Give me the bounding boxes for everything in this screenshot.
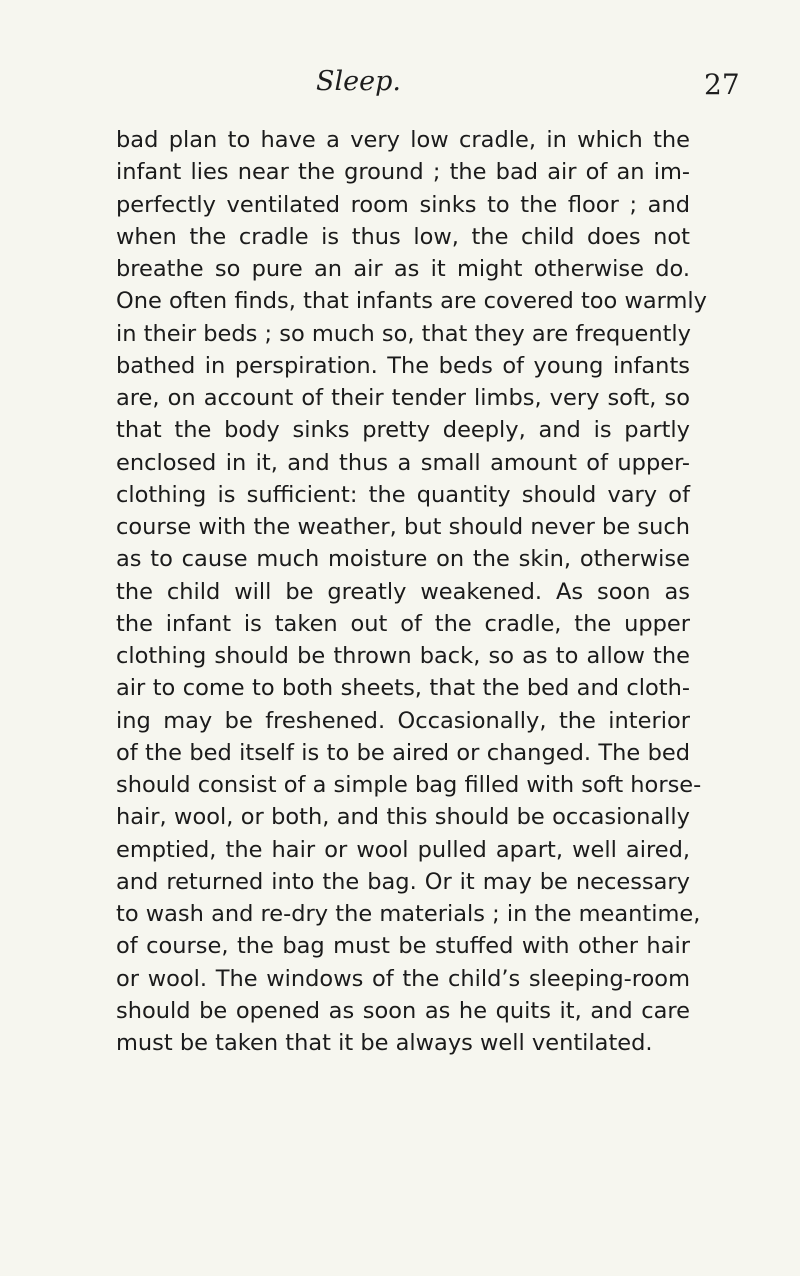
text-line: breathe so pure an air as it might otherwise do.: [116, 256, 690, 282]
running-head: [0, 60, 800, 100]
text-line: hair, wool, or both, and this should be occasionally: [116, 804, 690, 831]
text-line: should be opened as soon as he quits it, and care: [116, 997, 690, 1024]
text-line: in their beds ; so much so, that they are frequently: [116, 320, 691, 347]
text-line: the child will be greatly weakened. As soon as: [116, 578, 690, 605]
text-line: when the cradle is thus low, the child does not: [116, 223, 690, 250]
text-line: or wool. The windows of the child’s sleeping-room: [116, 965, 690, 992]
text-line: One often finds, that infants are covered too warmly: [116, 288, 707, 315]
text-line: emptied, the hair or wool pulled apart, well aired,: [116, 836, 690, 863]
text-line: to wash and re-dry the materials ; in the meantime,: [116, 901, 701, 927]
text-line: the infant is taken out of the cradle, the upper: [116, 610, 690, 637]
text-line: enclosed in it, and thus a small amount of upper-: [116, 449, 690, 476]
text-line: clothing is sufficient: the quantity should vary of: [116, 481, 690, 508]
text-line: ing may be freshened. Occasionally, the interior: [116, 707, 690, 734]
text-line: must be taken that it be always well ventilated.: [116, 1030, 653, 1056]
text-line: course with the weather, but should never be such: [116, 514, 690, 540]
text-line: as to cause much moisture on the skin, otherwise: [116, 546, 690, 573]
text-line: bathed in perspiration. The beds of young infants: [116, 352, 690, 379]
page-number: 27: [704, 68, 740, 101]
text-line: and returned into the bag. Or it may be necessary: [116, 868, 690, 895]
body-paragraph: [116, 124, 707, 1059]
text-line: infant lies near the ground ; the bad air of an im-: [116, 159, 690, 186]
text-line: bad plan to have a very low cradle, in which the: [116, 127, 690, 153]
text-line: that the body sinks pretty deeply, and is partly: [116, 417, 690, 444]
text-line: perfectly ventilated room sinks to the floor ; and: [116, 191, 690, 218]
text-line: clothing should be thrown back, so as to allow the: [116, 643, 690, 669]
text-line: should consist of a simple bag filled with soft horse-: [116, 772, 702, 798]
text-line: are, on account of their tender limbs, very soft, so: [116, 385, 690, 411]
text-line: of the bed itself is to be aired or changed. The bed: [116, 739, 690, 766]
text-line: air to come to both sheets, that the bed and cloth-: [116, 675, 690, 702]
chapter-title: Sleep.: [316, 66, 401, 97]
text-line: of course, the bag must be stuffed with other hair: [116, 933, 690, 960]
